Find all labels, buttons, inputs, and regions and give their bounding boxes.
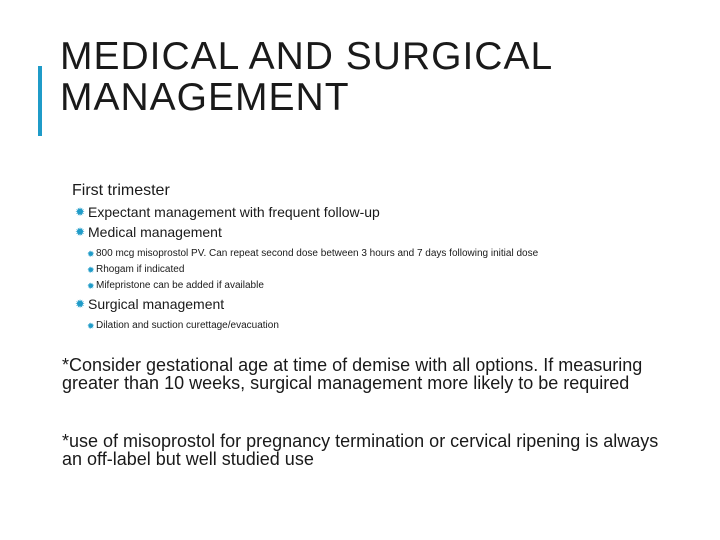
section-heading: First trimester	[72, 182, 170, 199]
asterisk-bullet-icon: ✹	[87, 321, 95, 331]
sub-item-rhogam	[72, 263, 692, 277]
sub-item-misoprostol	[72, 247, 692, 261]
list-item-expectant	[72, 203, 692, 221]
asterisk-bullet-icon: ✹	[87, 281, 95, 291]
sub-item-label: Dilation and suction curettage/evacuation	[96, 320, 279, 331]
list-item-label: Surgical management	[88, 296, 225, 312]
list-item-label: Medical management	[88, 224, 222, 240]
asterisk-bullet-icon: ✹	[75, 225, 86, 239]
sub-item-label: Rhogam if indicated	[96, 264, 185, 275]
list-item-medical	[72, 223, 692, 241]
slide-title: MEDICAL AND SURGICAL MANAGEMENT	[60, 35, 552, 119]
asterisk-bullet-icon: ✹	[75, 205, 86, 219]
sub-item-dilation	[72, 319, 692, 333]
asterisk-bullet-icon: ✹	[87, 265, 95, 275]
list-item-label: Expectant management with frequent follow-up	[88, 204, 380, 220]
sub-item-label: 800 mcg misoprostol PV. Can repeat second dose between 3 hours and 7 days following initial dose	[96, 248, 539, 259]
note-gestational-age: *Consider gestational age at time of demise with all options. If measuring greater than 10 weeks, surgical management more likely to be required	[62, 355, 643, 393]
note-misoprostol-off-label: *use of misoprostol for pregnancy termination or cervical ripening is always an off-label but well studied use	[62, 431, 659, 469]
title-accent-bar	[38, 66, 42, 136]
asterisk-bullet-icon: ✹	[87, 249, 95, 259]
sub-item-mifepristone	[72, 279, 692, 293]
asterisk-bullet-icon: ✹	[75, 297, 86, 311]
sub-item-label: Mifepristone can be added if available	[96, 280, 264, 291]
slide-content	[72, 181, 692, 335]
list-item-surgical	[72, 295, 692, 313]
